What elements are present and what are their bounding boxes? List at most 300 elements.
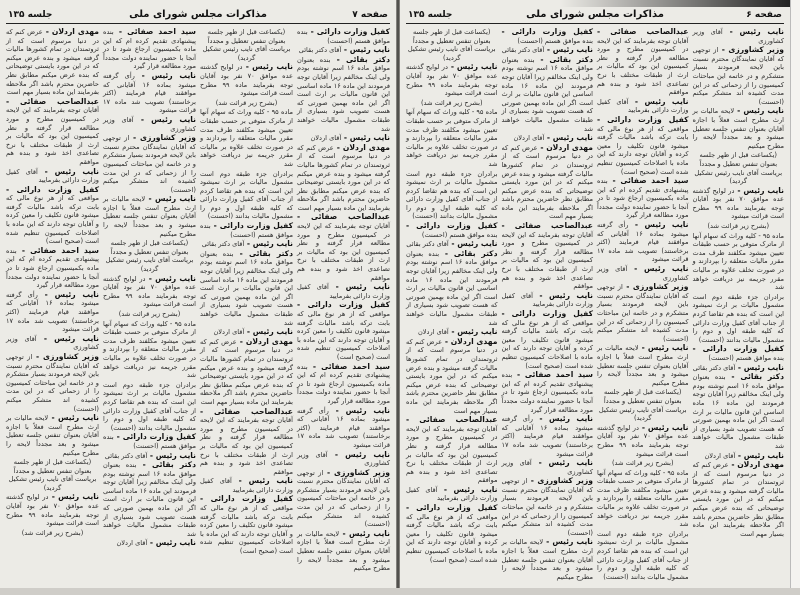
paragraph	[200, 495, 293, 555]
paragraph-text: لایحه مالیات بر ارث مطرح است فعلاً با اجازه آقایان بعنوان تنفس جلسه تعطیل میشود و بعد مجدداً لایحه را مطرح میکنیم	[6, 414, 99, 457]
speaker-name: نایب رئیس -	[147, 450, 196, 460]
page-header	[8, 8, 388, 22]
paragraph-text: عرض کنم که در دنیا مرسوم است که از ثروتمندان در تمام کشورها مالیات گرفته میشود و بنده عرض میکنم که در این مورد بایستی توضیحاتی که بنده عرض میکنم مطابق نظر حاضرین محترم باشد اگر ملاحظه بفرمایند این ماده بسیار مهم است	[501, 143, 593, 221]
paragraph-text: آقای اردلان	[213, 328, 245, 337]
paragraph	[693, 151, 785, 185]
paragraph	[406, 504, 498, 564]
paragraph-text: (بشرح زیر قرائت شد)	[215, 98, 278, 107]
speaker-name: سید احمد صفائی -	[512, 370, 593, 380]
paragraph	[597, 221, 689, 264]
paragraph-text: برادران جزء طبقه دوم است مشمول مالیات بر ارث نمیشود این است که بنده هم تقاضا کردم از جناب آقای کفیل وزارت دارائی که کلیه طبقه اول و دوم را مشمول مالیات بدانند (احسنت)	[597, 529, 689, 581]
paragraph	[103, 539, 196, 548]
paragraph-text: در لوایح گذشته عده موافق ۷۰ نفر بود آقایان توجه بفرمایند ماده ۹۹ مطرح است قرائت میشود	[406, 63, 498, 98]
text-columns	[406, 28, 784, 582]
paragraph	[297, 469, 390, 529]
paragraph	[6, 291, 99, 334]
paragraph-text: از توجهی که آقایان نمایندگان محترم نسبت باین لایحه فرمودند بسیار متشکرم و در خاتمه این مباحثات کمیسیون را از زحماتی که در این مدت کشیده اند متشکر میکنم (احسنت)	[692, 46, 784, 106]
paragraph	[406, 28, 498, 62]
scan-shadow	[560, 0, 790, 7]
paragraph-text: رأی گرفته میشود بماده ۱۶ آقایانی که موافقند قیام فرمایند (اکثر برخاستند) تصویب شد ماده ۱۷ قرائت میشود	[6, 290, 99, 334]
paragraph-text: در لوایح گذشته عده موافق ۷۰ نفر بود آقایان توجه بفرمایند ماده ۹۹ مطرح است قرائت میشود	[6, 493, 99, 528]
paragraph	[406, 170, 498, 222]
paragraph	[406, 416, 498, 485]
paragraph	[6, 186, 99, 246]
speaker-name: وزیر کشاورزی -	[32, 351, 99, 361]
paragraph	[597, 344, 689, 387]
paragraph	[502, 459, 594, 476]
paragraph-text: آقای دکتر بقائی	[104, 451, 148, 460]
running-title: مذاکرات مجلس شورای ملی	[526, 9, 664, 20]
paragraph	[297, 134, 390, 143]
paragraph	[103, 275, 196, 309]
text-column	[200, 28, 293, 557]
speaker-name: نایب رئیس -	[437, 484, 498, 494]
speaker-name: نایب رئیس -	[147, 538, 196, 548]
speaker-name: مهدی اردلان -	[236, 336, 293, 346]
paragraph-text: از توجهی که آقایان نمایندگان محترم نسبت باین لایحه فرمودند بسیار متشکرم و در خاتمه این مباحثات کمیسیون را از زحماتی که در این مدت کشیده اند متشکر میکنم (احسنت)	[103, 134, 196, 194]
paragraph-text: بنده پیشنهادی تقدیم کرده ام که این ماده بکمیسیون ارجاع شود تا در آنجا با حضور نماینده دولت مجدداً مورد مطالعه قرار گیرد	[501, 371, 593, 414]
paragraph-text: آقای وزیر کشاورزی	[692, 28, 784, 45]
paragraph-text: لایحه مالیات بر ارث مطرح است فعلاً با اجازه آقایان بعنوان تنفس جلسه تعطیل میشود و بعد مجدداً لایحه را مطرح میکنیم	[597, 344, 689, 387]
speaker-name: نایب رئیس -	[231, 476, 294, 486]
speaker-name: دکتر بقائی -	[439, 248, 498, 258]
paragraph	[502, 56, 594, 133]
paragraph	[103, 116, 196, 133]
speaker-name: کفیل وزارت دارائی -	[200, 494, 293, 504]
paragraph-text: آقای کفیل وزارت دارائی بفرمایید	[297, 283, 390, 300]
paragraph-text: آقایان توجه بفرمایند که این لایحه در کمیسیون مطرح و مورد مطالعه قرار گرفته و نظر کمیسیون این بود که مالیات بر ارث از طبقات مختلف با نرخ تصاعدی اخذ شود و بنده هم موافقم	[501, 230, 593, 291]
paragraph	[693, 232, 785, 292]
paragraph-text: (یکساعت قبل از ظهر جلسه بعنوان تنفس تعطیل و مجدداً بریاست آقای نایب رئیس تشکیل گردید)	[8, 458, 97, 492]
paragraph-text: بنده بعنوان موافق ماده ۱۶ اسم نوشته بودم ولی اینک مخالفم زیرا آقایان توجه فرمودند این ماده ۱۶ ماده اساسی این قانون مالیات بر ارث است اگر این ماده بهمین صورتی که هست تصویب شود بسیاری از طبقات مشمول مالیات خواهند شد	[501, 55, 594, 133]
speaker-name: کفیل وزارت دارائی -	[297, 300, 390, 310]
text-column	[297, 28, 390, 574]
speaker-name: کفیل وزارت دارائی -	[113, 432, 196, 442]
paragraph	[103, 452, 196, 461]
speaker-name: سید احمد صفائی -	[307, 361, 390, 371]
paragraph-text: برادران جزء طبقه دوم است مشمول مالیات بر ارث نمیشود این است که بنده هم تقاضا کردم از جناب آقای کفیل وزارت دارائی که کلیه طبقه اول و دوم را مشمول مالیات بدانند (احسنت)	[103, 380, 196, 432]
speaker-name: کفیل وزارت دارائی -	[692, 344, 784, 354]
paragraph	[693, 373, 785, 450]
paragraph	[103, 433, 196, 450]
paragraph-text: عرض کنم که در دنیا مرسوم است که از ثروتمندان در تمام کشورها مالیات گرفته میشود و بنده عرض میکنم که در این مورد بایستی توضیحاتی که بنده عرض میکنم مطابق نظر حاضرین محترم باشد اگر ملاحظه بفرمایند این ماده بسیار مهم است	[200, 337, 293, 406]
paragraph-text: (یکساعت قبل از ظهر جلسه بعنوان تنفس تعطیل و مجدداً بریاست آقای نایب رئیس تشکیل گردید)	[694, 151, 783, 186]
paragraph-text: مواقعی که از هر نوع مالی که بابت ترکه باشد مالیات گرفته میشود قانون تکلیف را معین کرده و آقایان توجه دارند که این ماده با اصلاحات کمیسیون تنظیم شده است (صحیح است)	[597, 124, 689, 176]
paragraph	[502, 292, 594, 309]
paragraph	[200, 99, 293, 108]
paragraph-text: در لوایح گذشته عده موافق ۷۰ نفر بود آقایان توجه بفرمایند ماده ۹۹ مطرح است قرائت میشود	[597, 423, 689, 458]
speaker-name: نایب رئیس -	[448, 327, 498, 337]
speaker-name: عبدالصاحب صفائی -	[297, 212, 390, 222]
paragraph-text: (یکساعت قبل از ظهر جلسه بعنوان تنفس تعطیل و مجدداً بریاست آقای نایب رئیس تشکیل گردید)	[407, 28, 496, 62]
speaker-name: نایب رئیس -	[543, 537, 593, 547]
paragraph	[6, 414, 99, 457]
speaker-name: عبدالصاحب صفائی -	[501, 221, 593, 231]
left-page	[0, 0, 396, 588]
speaker-name: نایب رئیس -	[242, 62, 293, 72]
speaker-name: عبدالصاحب صفائی -	[597, 27, 689, 36]
paragraph	[200, 28, 293, 62]
speaker-name: سید احمد صفائی -	[16, 245, 99, 255]
speaker-name: نایب رئیس -	[448, 239, 498, 249]
paragraph-text: (بشرح زیر قرائت شد)	[707, 222, 770, 231]
text-column	[597, 28, 689, 582]
speaker-name: نایب رئیس -	[722, 27, 785, 36]
speaker-name: وزیر کشاورزی -	[527, 476, 593, 486]
speaker-name: نایب رئیس -	[735, 450, 784, 460]
paragraph	[297, 144, 390, 213]
speaker-name: نایب رئیس -	[48, 492, 99, 502]
speaker-name: نایب رئیس -	[37, 289, 100, 299]
paragraph	[597, 424, 689, 458]
text-columns	[6, 28, 390, 574]
paragraph-text: برادران جزء طبقه دوم است مشمول مالیات بر ارث نمیشود این است که بنده هم تقاضا کردم از جناب آقای کفیل وزارت دارائی که کلیه طبقه اول و دوم را مشمول مالیات بدانند (احسنت)	[692, 292, 784, 344]
speaker-name: نایب رئیس -	[638, 343, 689, 353]
text-column	[103, 28, 196, 549]
header-rule	[406, 23, 784, 24]
speaker-name: مهدی اردلان -	[537, 142, 593, 152]
paragraph-text: از توجهی که آقایان نمایندگان محترم نسبت باین لایحه فرمودند بسیار متشکرم و در خاتمه این مباحثات کمیسیون را از زحماتی که در این مدت کشیده اند متشکر میکنم (احسنت)	[597, 283, 689, 343]
paragraph-text: ماده ۹۵ - کلیه وراث که سهام آنها از ماترک متوفی بر حسب طبقات تعیین میشود مکلفند ظرف مدت مقرر مالیات متعلقه را بپردازند و در صورت تخلف علاوه بر مالیات مقرر جریمه نیز دریافت خواهد شد	[406, 108, 498, 168]
paragraph	[406, 338, 498, 415]
paragraph-text: برادران جزء طبقه دوم است مشمول مالیات بر ارث نمیشود این است که بنده هم تقاضا کردم از جناب آقای کفیل وزارت دارائی که کلیه طبقه اول و دوم را مشمول مالیات بدانند (احسنت)	[406, 169, 498, 221]
paragraph	[200, 338, 293, 407]
paragraph	[103, 310, 196, 319]
paragraph-text: آقای دکتر بقائی	[298, 46, 342, 55]
paragraph-text: در لوایح گذشته عده موافق ۷۰ نفر بود آقایان توجه بفرمایند ماده ۹۹ مطرح است قرائت میشود	[200, 63, 293, 98]
paragraph	[406, 250, 498, 327]
speaker-name: نایب رئیس -	[133, 114, 197, 124]
paragraph	[297, 301, 390, 361]
running-title: مذاکرات مجلس شورای ملی	[129, 9, 267, 20]
paragraph	[6, 98, 99, 167]
speaker-name: دکتر بقائی -	[233, 248, 293, 258]
speaker-name: نایب رئیس -	[447, 62, 498, 72]
paragraph	[502, 538, 594, 581]
paragraph-text: (یکساعت قبل از ظهر جلسه بعنوان تنفس تعطیل و مجدداً بریاست آقای نایب رئیس تشکیل گردید)	[105, 239, 194, 274]
paragraph-text: (بشرح زیر قرائت شد)	[611, 459, 674, 468]
paragraph-text: (یکساعت قبل از ظهر جلسه بعنوان تنفس تعطیل و مجدداً بریاست آقای نایب رئیس تشکیل گردید)	[202, 28, 291, 62]
page-number: صفحه ۶	[746, 10, 782, 20]
paragraph	[597, 98, 689, 115]
speaker-name: مهدی اردلان -	[333, 142, 390, 152]
paragraph	[103, 461, 196, 538]
paragraph	[406, 108, 498, 168]
paragraph	[406, 240, 498, 249]
paragraph-text: (بشرح زیر قرائت شد)	[420, 98, 483, 107]
paragraph-text: رأی گرفته میشود بماده ۱۶ آقایانی که موافقند قیام فرمایند (اکثر برخاستند) تصویب شد ماده ۱۷ قرائت میشود	[297, 406, 390, 449]
speaker-name: دکتر بقائی -	[725, 372, 784, 382]
paragraph-text: آقای اردلان	[310, 134, 342, 143]
text-column	[406, 28, 498, 565]
paragraph	[6, 335, 99, 352]
paragraph-text: بنده بعنوان موافق ماده ۱۶ اسم نوشته بودم ولی اینک مخالفم زیرا آقایان توجه فرمودند این ماده ۱۶ ماده اساسی این قانون مالیات بر ارث است اگر این ماده بهمین صورتی که هست تصویب شود بسیاری از طبقات مشمول مالیات خواهند شد	[200, 249, 293, 327]
paragraph	[297, 283, 390, 300]
paragraph	[597, 265, 689, 282]
speaker-name: نایب رئیس -	[544, 45, 593, 55]
paragraph-text: عرض کنم که در دنیا مرسوم است که از ثروتمندان در تمام کشورها مالیات گرفته میشود و بنده عرض میکنم که در این مورد بایستی توضیحاتی که بنده عرض میکنم مطابق نظر حاضرین محترم باشد اگر ملاحظه بفرمایند این ماده بسیار مهم است	[297, 143, 390, 212]
paragraph	[103, 320, 196, 380]
paragraph-text: بنده بعنوان موافق ماده ۱۶ اسم نوشته بودم ولی اینک مخالفم زیرا آقایان توجه فرمودند این ماده ۱۶ ماده اساسی این قانون مالیات بر ارث است اگر این ماده بهمین صورتی که هست تصویب شود بسیاری از طبقات مشمول مالیات خواهند شد	[297, 55, 390, 133]
paragraph-text: برادران جزء طبقه دوم است مشمول مالیات بر ارث نمیشود این است که بنده هم تقاضا کردم از جناب آقای کفیل وزارت دارائی که کلیه طبقه اول و دوم را مشمول مالیات بدانند (احسنت)	[200, 169, 293, 221]
paragraph-text: مواقعی که از هر نوع مالی که بابت ترکه باشد مالیات گرفته میشود قانون تکلیف را معین کرده و آقایان توجه دارند که این ماده با اصلاحات کمیسیون تنظیم شده است (صحیح است)	[501, 318, 593, 370]
paragraph	[693, 46, 785, 106]
paragraph-text: بنده بعنوان موافق ماده ۱۶ اسم نوشته بودم ولی اینک مخالفم زیرا آقایان توجه فرمودند این ماده ۱۶ ماده اساسی این قانون مالیات بر ارث است اگر این ماده بهمین صورتی که هست تصویب شود بسیاری از طبقات مشمول مالیات خواهند شد	[103, 461, 196, 538]
paragraph	[406, 222, 498, 239]
paragraph-text: آقای کفیل وزارت دارائی بفرمایید	[501, 291, 593, 309]
paragraph	[103, 72, 196, 115]
speaker-name: وزیر کشاورزی -	[622, 282, 689, 292]
speaker-name: وزیر کشاورزی -	[129, 133, 196, 143]
paragraph-text: آقای کفیل وزارت دارائی بفرمایید	[406, 485, 498, 503]
speaker-name: نایب رئیس -	[734, 106, 784, 116]
paragraph-text: (بشرح زیر قرائت شد)	[118, 310, 181, 318]
header-rule	[6, 23, 390, 24]
text-column	[693, 28, 785, 539]
paragraph-text: آقای دکتر بقائی	[406, 240, 449, 249]
speaker-name: مهدی اردلان -	[42, 27, 99, 36]
paragraph	[6, 493, 99, 527]
speaker-name: دکتر بقائی -	[136, 460, 196, 470]
session-number: جلسه ۱۳۵	[8, 10, 53, 20]
speaker-name: نایب رئیس -	[531, 458, 594, 468]
paragraph	[200, 408, 293, 477]
paragraph	[103, 239, 196, 273]
paragraph	[200, 328, 293, 337]
paragraph-text: عرض کنم که در دنیا مرسوم است که از ثروتمندان در تمام کشورها مالیات گرفته میشود و بنده عرض میکنم که در این مورد بایستی توضیحاتی که بنده عرض میکنم مطابق نظر حاضرین محترم باشد اگر ملاحظه بفرمایند این ماده بسیار مهم است	[6, 28, 99, 97]
paragraph	[297, 46, 390, 55]
paragraph-text: بنده بعنوان موافق ماده ۱۶ اسم نوشته بودم ولی اینک مخالفم زیرا آقایان توجه فرمودند این ماده ۱۶ ماده اساسی این قانون مالیات بر ارث است اگر این ماده بهمین صورتی که هست تصویب شود بسیاری از طبقات مشمول مالیات خواهند شد	[406, 249, 498, 327]
paragraph-text: ماده ۹۵ - کلیه وراث که سهام آنها از ماترک متوفی بر حسب طبقات تعیین میشود مکلفند ظرف مدت مقرر مالیات متعلقه را بپردازند و در صورت تخلف علاوه بر مالیات مقرر جریمه نیز دریافت خواهد شد	[103, 319, 196, 380]
speaker-name: کفیل وزارت دارائی -	[406, 221, 498, 231]
paragraph	[200, 170, 293, 222]
paragraph-text: آقای اردلان	[116, 539, 148, 548]
paragraph-text: بنده موافق هستم (احسنت)	[517, 36, 593, 45]
paragraph	[297, 56, 390, 133]
session-number: جلسه ۱۳۵	[408, 10, 453, 20]
paragraph-text: آقای وزیر کشاورزی	[597, 265, 689, 282]
paragraph-text: بنده موافق هستم (احسنت)	[103, 433, 196, 450]
paragraph	[200, 63, 293, 97]
speaker-name: کفیل وزارت دارائی -	[501, 27, 593, 36]
paragraph-text: ماده ۹۵ - کلیه وراث که سهام آنها از ماترک متوفی بر حسب طبقات تعیین میشود مکلفند ظرف مدت مقرر مالیات متعلقه را بپردازند و در صورت تخلف علاوه بر مالیات مقرر جریمه نیز دریافت خواهد شد	[200, 108, 293, 168]
speaker-name: کفیل وزارت دارائی -	[6, 184, 99, 194]
paragraph-text: آقای وزیر کشاورزی	[6, 334, 99, 352]
paragraph	[693, 293, 785, 345]
paragraph	[200, 108, 293, 168]
paragraph-text: بنده پیشنهادی تقدیم کرده ام که این ماده بکمیسیون ارجاع شود تا در آنجا با حضور نماینده دولت مجدداً مورد مطالعه قرار گیرد	[297, 362, 390, 405]
speaker-name: کفیل وزارت دارائی -	[597, 114, 689, 124]
speaker-name: نایب رئیس -	[734, 185, 784, 195]
speaker-name: کفیل وزارت دارائی -	[307, 27, 390, 36]
paragraph-text: از توجهی که آقایان نمایندگان محترم نسبت باین لایحه فرمودند بسیار متشکرم و در خاتمه این مباحثات کمیسیون را از زحماتی که در این مدت کشیده اند متشکر میکنم (احسنت)	[501, 477, 593, 537]
paragraph	[597, 177, 689, 220]
paragraph	[502, 477, 594, 537]
speaker-name: نایب رئیس -	[48, 413, 100, 423]
paragraph-text: آقایان توجه بفرمایند که این لایحه در کمیسیون مطرح و مورد مطالعه قرار گرفته و نظر کمیسیون این بود که مالیات بر ارث از طبقات مختلف با نرخ تصاعدی اخذ شود و بنده هم موافقم	[6, 106, 99, 166]
speaker-name: نایب رئیس -	[628, 220, 689, 230]
speaker-name: مهدی اردلان -	[728, 460, 784, 470]
speaker-name: نایب رئیس -	[638, 422, 689, 432]
paragraph-text: مواقعی که از هر نوع مالی که بابت ترکه باشد مالیات گرفته میشود قانون تکلیف را معین کرده و آقایان توجه دارند که این ماده با اصلاحات کمیسیون تنظیم شده است (صحیح است)	[200, 504, 293, 556]
paragraph	[502, 222, 594, 291]
paragraph-text: بنده پیشنهادی تقدیم کرده ام که این ماده بکمیسیون ارجاع شود تا در آنجا با حضور نماینده دولت مجدداً مورد مطالعه قرار گیرد	[597, 177, 689, 220]
speaker-name: سید احمد صفائی -	[113, 27, 196, 36]
speaker-name: نایب رئیس -	[244, 239, 293, 249]
paragraph	[297, 407, 390, 450]
paragraph-text: در لوایح گذشته عده موافق ۷۰ نفر بود آقایان توجه بفرمایند ماده ۹۹ مطرح است قرائت میشود	[692, 186, 784, 221]
paragraph	[103, 381, 196, 433]
speaker-name: عبدالصاحب صفائی -	[200, 406, 293, 416]
paragraph	[597, 28, 689, 97]
speaker-name: مهدی اردلان -	[442, 336, 498, 346]
paragraph-text: آقای کفیل وزارت دارائی بفرمایید	[597, 97, 689, 115]
speaker-name: کفیل وزارت دارائی -	[501, 309, 593, 318]
paragraph-text: عرض کنم که در دنیا مرسوم است که از ثروتمندان در تمام کشورها مالیات گرفته میشود و بنده عرض میکنم که در این مورد بایستی توضیحاتی که بنده عرض میکنم مطابق نظر حاضرین محترم باشد اگر ملاحظه بفرمایند این ماده بسیار مهم است	[692, 461, 784, 538]
paragraph	[200, 240, 293, 249]
paragraph	[597, 388, 689, 422]
speaker-name: نایب رئیس -	[735, 362, 784, 372]
paragraph	[297, 213, 390, 282]
paragraph-text: آقای وزیر کشاورزی	[501, 459, 593, 476]
paragraph-text: آقای دکتر بقائی	[501, 46, 545, 55]
paragraph-text: آقای وزیر کشاورزی	[297, 450, 390, 468]
speaker-name: نایب رئیس -	[341, 45, 390, 55]
paragraph	[502, 415, 594, 458]
paragraph-text: بنده پیشنهادی تقدیم کرده ام که این ماده بکمیسیون ارجاع شود تا در آنجا با حضور نماینده دولت مجدداً مورد مطالعه قرار گیرد	[6, 246, 99, 290]
paragraph-text: ماده ۹۵ - کلیه وراث که سهام آنها از ماترک متوفی بر حسب طبقات تعیین میشود مکلفند ظرف مدت مقرر مالیات متعلقه را بپردازند و در صورت تخلف علاوه بر مالیات مقرر جریمه نیز دریافت خواهد شد	[692, 231, 784, 292]
paragraph	[6, 353, 99, 413]
text-column	[6, 28, 99, 538]
page-header	[408, 8, 782, 22]
paragraph-text: (یکساعت قبل از ظهر جلسه بعنوان تنفس تعطیل و مجدداً بریاست آقای نایب رئیس تشکیل گردید)	[598, 388, 687, 423]
paragraph-text: آقای دکتر بقائی	[201, 240, 245, 249]
paragraph-text: آقای اردلان	[704, 451, 736, 460]
paragraph	[502, 46, 594, 55]
paragraph	[406, 486, 498, 503]
paragraph	[297, 363, 390, 406]
paragraph-text: رأی گرفته میشود بماده ۱۶ آقایانی که موافقند قیام فرمایند (اکثر برخاستند) تصویب شد ماده ۱۷ قرائت میشود	[103, 71, 196, 115]
paragraph-text: ماده ۹۵ - کلیه وراث که سهام آنها از ماترک متوفی بر حسب طبقات تعیین میشود مکلفند ظرف مدت مقرر مالیات متعلقه را بپردازند و در صورت تخلف علاوه بر مالیات مقرر جریمه نیز دریافت خواهد شد	[597, 468, 689, 529]
paragraph	[200, 477, 293, 494]
paragraph	[502, 28, 594, 45]
speaker-name: عبدالصاحب صفائی -	[406, 415, 498, 425]
paragraph	[502, 144, 594, 221]
paragraph	[597, 530, 689, 582]
paragraph-text: آقایان توجه بفرمایند که این لایحه در کمیسیون مطرح و مورد مطالعه قرار گرفته و نظر کمیسیون این بود که مالیات بر ارث از طبقات مختلف با نرخ تصاعدی اخذ شود و بنده هم موافقم	[297, 222, 390, 282]
speaker-name: نایب رئیس -	[37, 166, 100, 176]
paragraph	[6, 28, 99, 97]
paragraph-text: رأی گرفته میشود بماده ۱۶ آقایانی که موافقند قیام فرمایند (اکثر برخاستند) تصویب شد ماده ۱۷ قرائت میشود	[501, 415, 593, 458]
speaker-name: نایب رئیس -	[134, 70, 197, 80]
paragraph	[103, 195, 196, 238]
paragraph	[6, 529, 99, 538]
paragraph-text: از توجهی که آقایان نمایندگان محترم نسبت باین لایحه فرمودند بسیار متشکرم و در خاتمه این مباحثات کمیسیون را از زحماتی که در این مدت کشیده اند متشکر میکنم (احسنت)	[6, 352, 99, 413]
paragraph-text: آقای دکتر بقائی	[692, 363, 736, 372]
paragraph-text: در لوایح گذشته عده موافق ۷۰ نفر بود آقایان توجه بفرمایند ماده ۹۹ مطرح است قرائت میشود	[103, 274, 196, 309]
paragraph	[693, 28, 785, 45]
paragraph	[502, 310, 594, 370]
paragraph	[693, 345, 785, 362]
paragraph	[502, 134, 594, 143]
speaker-name: نایب رئیس -	[327, 449, 391, 459]
paragraph-text: مواقعی که از هر نوع مالی که بابت ترکه باشد مالیات گرفته میشود قانون تکلیف را معین کرده و آقایان توجه دارند که این ماده با اصلاحات کمیسیون تنظیم شده است (صحیح است)	[297, 310, 390, 361]
paragraph-text: از توجهی که آقایان نمایندگان محترم نسبت باین لایحه فرمودند بسیار متشکرم و در خاتمه این مباحثات کمیسیون را از زحماتی که در این مدت کشیده اند متشکر میکنم (احسنت)	[297, 468, 390, 529]
speaker-name: نایب رئیس -	[145, 273, 196, 283]
paragraph-text: آقایان توجه بفرمایند که این لایحه در کمیسیون مطرح و مورد مطالعه قرار گرفته و نظر کمیسیون این بود که مالیات بر ارث از طبقات مختلف با نرخ تصاعدی اخذ شود و بنده هم موافقم	[597, 36, 689, 97]
paragraph-text: بنده پیشنهادی تقدیم کرده ام که این ماده بکمیسیون ارجاع شود تا در آنجا با حضور نماینده دولت مجدداً مورد مطالعه قرار گیرد	[103, 28, 196, 71]
paragraph-text: آقای وزیر کشاورزی	[103, 115, 196, 133]
paragraph-text: بنده بعنوان موافق ماده ۱۶ اسم نوشته بودم ولی اینک مخالفم زیرا آقایان توجه فرمودند این ماده ۱۶ ماده اساسی این قانون مالیات بر ارث است اگر این ماده بهمین صورتی که هست تصویب شود بسیاری از طبقات مشمول مالیات خواهند شد	[692, 373, 785, 450]
paragraph	[693, 452, 785, 461]
paragraph-text: بنده موافق هستم (احسنت)	[708, 353, 784, 362]
speaker-name: سید احمد صفائی -	[607, 176, 689, 186]
paragraph-text: بنده موافق هستم (احسنت)	[297, 28, 390, 45]
paragraph-text: بنده موافق هستم (احسنت)	[421, 230, 498, 239]
paragraph	[597, 283, 689, 343]
paragraph	[597, 459, 689, 468]
speaker-name: نایب رئیس -	[532, 290, 594, 300]
speaker-name: کفیل وزارت دارائی -	[210, 221, 293, 231]
paragraph	[693, 187, 785, 221]
paragraph	[597, 116, 689, 176]
paragraph	[502, 371, 594, 414]
paragraph-text: مواقعی که از هر نوع مالی که بابت ترکه باشد مالیات گرفته میشود قانون تکلیف را معین کرده و آقایان توجه دارند که این ماده با اصلاحات کمیسیون تنظیم شده است (صحیح است)	[406, 512, 498, 564]
paragraph	[6, 458, 99, 492]
speaker-name: نایب رئیس -	[328, 282, 391, 292]
paragraph	[297, 28, 390, 45]
paragraph-text: آقای اردلان	[513, 134, 545, 143]
paragraph-text: آقایان توجه بفرمایند که این لایحه در کمیسیون مطرح و مورد مطالعه قرار گرفته و نظر کمیسیون این بود که مالیات بر ارث از طبقات مختلف با نرخ تصاعدی اخذ شود و بنده هم موافقم	[200, 416, 293, 476]
paragraph	[693, 222, 785, 231]
speaker-name: نایب رئیس -	[145, 194, 197, 204]
speaker-name: نایب رئیس -	[628, 96, 689, 106]
speaker-name: نایب رئیس -	[533, 414, 594, 424]
paragraph	[297, 530, 390, 573]
paragraph-text: آقای اردلان	[417, 328, 449, 337]
speaker-name: وزیر کشاورزی -	[323, 467, 390, 477]
speaker-name: نایب رئیس -	[544, 133, 593, 143]
paragraph	[103, 134, 196, 194]
paragraph	[406, 328, 498, 337]
paragraph	[6, 168, 99, 185]
paragraph-text: عرض کنم که در دنیا مرسوم است که از ثروتمندان در تمام کشورها مالیات گرفته میشود و بنده عرض میکنم که در این مورد بایستی توضیحاتی که بنده عرض میکنم مطابق نظر حاضرین محترم باشد اگر ملاحظه بفرمایند این ماده بسیار مهم است	[406, 337, 498, 415]
paragraph-text: آقای کفیل وزارت دارائی بفرمایید	[200, 477, 293, 494]
paragraph-text: لایحه مالیات بر ارث مطرح است فعلاً با اجازه آقایان بعنوان تنفس جلسه تعطیل میشود و بعد مجدداً لایحه را مطرح میکنیم	[692, 107, 784, 150]
paragraph	[6, 247, 99, 290]
page-number: صفحه ۷	[352, 10, 388, 20]
speaker-name: کفیل وزارت دارائی -	[406, 503, 498, 513]
paragraph-text: لایحه مالیات بر ارث مطرح است فعلاً با اجازه آقایان بعنوان تنفس جلسه تعطیل میشود و بعد مجدداً لایحه را مطرح میکنیم	[103, 195, 196, 238]
text-column	[502, 28, 594, 582]
right-page	[400, 0, 790, 588]
speaker-name: نایب رئیس -	[328, 405, 391, 415]
paragraph-text: لایحه مالیات بر ارث مطرح است فعلاً با اجازه آقایان بعنوان تنفس جلسه تعطیل میشود و بعد مجدداً لایحه را مطرح میکنیم	[501, 538, 593, 581]
paragraph-text: (بشرح زیر قرائت شد)	[21, 528, 84, 537]
paragraph	[297, 451, 390, 468]
paragraph	[597, 469, 689, 529]
speaker-name: دکتر بقائی -	[534, 54, 593, 64]
paragraph	[406, 99, 498, 108]
speaker-name: نایب رئیس -	[244, 327, 293, 337]
paragraph-text: مواقعی که از هر نوع مالی که بابت ترکه باشد مالیات گرفته میشود قانون تکلیف را معین کرده و آقایان توجه دارند که این ماده با اصلاحات کمیسیون تنظیم شده است (صحیح است)	[6, 194, 99, 246]
speaker-name: نایب رئیس -	[627, 264, 689, 274]
page-edge	[790, 0, 800, 588]
paragraph	[693, 461, 785, 538]
speaker-name: نایب رئیس -	[339, 528, 391, 538]
paragraph-text: آقایان توجه بفرمایند که این لایحه در کمیسیون مطرح و مورد مطالعه قرار گرفته و نظر کمیسیون این بود که مالیات بر ارث از طبقات مختلف با نرخ تصاعدی اخذ شود و بنده هم موافقم	[406, 424, 498, 485]
speaker-name: نایب رئیس -	[341, 133, 390, 143]
